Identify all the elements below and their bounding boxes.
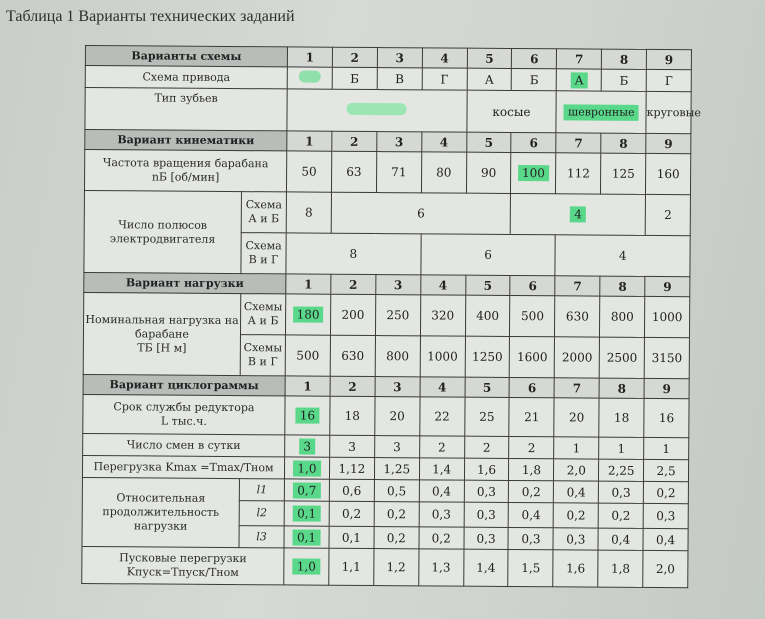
load-num: 7 — [555, 276, 600, 296]
life-cell: 25 — [464, 397, 509, 436]
l3-cell: 0,4 — [643, 528, 688, 550]
teeth-cell-highlighted — [287, 89, 467, 132]
load-num: 3 — [376, 275, 421, 295]
drive-cell-highlighted — [557, 69, 602, 91]
life-cell: 21 — [509, 397, 554, 436]
teeth-row — [85, 88, 691, 134]
load-cell: 800 — [600, 296, 645, 337]
drive-cell: Г — [646, 69, 691, 91]
life-cell: 20 — [554, 398, 599, 437]
poles-scheme-ab: Схема А и Б — [241, 192, 286, 233]
overload-cell: 1,4 — [419, 458, 464, 480]
load-cell: 1000 — [420, 336, 465, 377]
speed-cell: 112 — [556, 153, 601, 194]
life-cell: 18 — [599, 398, 644, 437]
load-unit: TБ [Н м] — [137, 340, 187, 355]
speed-cell: 160 — [646, 153, 691, 194]
speed-cell: 63 — [331, 151, 376, 192]
variants-table-wrap — [81, 45, 701, 609]
scheme-num: 7 — [557, 49, 602, 69]
load-label-text: Номинальная нагрузка на барабане — [85, 312, 239, 341]
load-num: 4 — [420, 275, 465, 295]
speed-cell: 80 — [421, 152, 466, 193]
highlighted-value: 0,1 — [293, 529, 320, 545]
start-cell: 1,4 — [463, 549, 508, 586]
speed-unit: nБ [об/мин] — [151, 170, 220, 184]
load-cell: 3150 — [644, 337, 689, 378]
highlight-blot — [347, 103, 407, 115]
load-num: 6 — [510, 275, 555, 295]
start-cell: 1,1 — [329, 548, 374, 585]
speed-cell: 50 — [286, 151, 331, 192]
load-num: 8 — [600, 276, 645, 296]
load-scheme-vg: Схемы В и Г — [240, 335, 285, 376]
load-num: 1 — [286, 274, 331, 294]
l1-cell: 0,4 — [554, 481, 599, 503]
shifts-cell: 2 — [464, 436, 509, 458]
load-header: Вариант нагрузки — [84, 272, 286, 293]
highlighted-value: 1,0 — [293, 558, 320, 574]
life-unit: L тыс.ч. — [160, 414, 207, 428]
l3-label: l3 — [239, 526, 284, 548]
overload-cell: 1,8 — [509, 458, 554, 480]
start-cell: 2,0 — [643, 550, 688, 587]
l3-cell-highlighted — [284, 526, 329, 548]
highlighted-value: 4 — [570, 206, 586, 222]
highlighted-value: 0,1 — [293, 505, 320, 521]
highlighted-value: 3 — [299, 438, 315, 454]
drive-cell: Б — [512, 68, 557, 90]
load-cell: 500 — [510, 295, 555, 336]
cyc-num: 9 — [644, 378, 689, 398]
l1-cell: 0,3 — [464, 480, 509, 502]
l1-cell: 0,5 — [374, 480, 419, 502]
start-formula: Kпуск=Tпуск/Tном — [126, 565, 239, 580]
drive-cell: Б — [601, 69, 646, 91]
kin-num: 6 — [511, 132, 556, 152]
cyc-num: 4 — [420, 377, 465, 397]
l3-cell: 0,4 — [598, 528, 643, 550]
cyclogram-header: Вариант циклограммы — [83, 374, 285, 395]
l2-cell: 0,2 — [374, 502, 419, 527]
cyc-num: 5 — [465, 377, 510, 397]
speed-cell: 90 — [466, 152, 511, 193]
load-cell: 1600 — [510, 336, 555, 377]
speed-cell: 125 — [601, 153, 646, 194]
shifts-cell: 2 — [419, 436, 464, 458]
kin-num: 8 — [601, 133, 646, 153]
life-cell: 16 — [644, 398, 689, 437]
l3-cell: 0,3 — [464, 527, 509, 549]
scheme-num: 3 — [377, 48, 422, 68]
l1-cell: 0,2 — [509, 480, 554, 502]
kin-num: 4 — [421, 132, 466, 152]
life-cell: 22 — [419, 397, 464, 436]
l3-cell: 0,3 — [553, 528, 598, 550]
speed-cell-highlighted — [511, 152, 556, 193]
drive-cell: В — [377, 68, 422, 90]
l1-label: l1 — [239, 479, 284, 501]
highlighted-value: шевронные — [564, 104, 639, 121]
poles-cell: 4 — [555, 235, 690, 277]
highlighted-value: 1,0 — [293, 460, 320, 476]
teeth-cell: круговые — [646, 91, 691, 133]
shifts-cell: 1 — [554, 437, 599, 459]
load-cell: 630 — [330, 335, 375, 376]
start-cell: 1,8 — [598, 550, 643, 587]
cyc-num: 6 — [510, 377, 555, 397]
cyc-num: 1 — [285, 376, 330, 396]
start-cell: 1,2 — [374, 549, 419, 586]
poles-cell-highlighted — [511, 193, 646, 235]
load-cell: 2500 — [599, 337, 644, 378]
overload-cell: 1,12 — [329, 457, 374, 479]
scheme-header: Варианты схемы — [85, 46, 287, 67]
load-cell: 800 — [375, 336, 420, 377]
start-cell: 1,5 — [508, 549, 553, 586]
l2-cell-highlighted — [284, 501, 329, 526]
load-num: 5 — [465, 275, 510, 295]
life-label — [83, 394, 285, 434]
drive-label: Схема привода — [85, 66, 287, 89]
l2-cell: 0,2 — [598, 503, 643, 528]
highlighted-value: 180 — [293, 306, 324, 322]
l3-cell: 0,2 — [419, 527, 464, 549]
duration-label: Относительная продолжительность нагрузки — [82, 477, 239, 547]
poles-ab-row — [84, 190, 690, 235]
scheme-num: 8 — [602, 49, 647, 69]
speed-cell: 71 — [376, 152, 421, 193]
load-ab-row — [83, 292, 689, 337]
drive-cell-highlighted — [287, 67, 332, 89]
overload-cell: 2,25 — [599, 459, 644, 481]
start-label — [82, 546, 284, 584]
kinematics-header: Вариант кинематики — [85, 130, 287, 151]
overload-cell-highlighted — [284, 457, 329, 479]
drive-cell: А — [467, 68, 512, 90]
start-cell-highlighted — [284, 548, 329, 585]
shifts-cell: 2 — [509, 436, 554, 458]
scheme-num: 2 — [332, 47, 377, 67]
kin-num: 7 — [556, 133, 601, 153]
speed-label-text: Частота вращения барабана — [102, 156, 269, 171]
l3-cell: 0,2 — [374, 527, 419, 549]
shifts-cell-highlighted — [285, 435, 330, 457]
kin-num: 3 — [377, 132, 422, 152]
teeth-cell: косые — [466, 90, 556, 133]
load-cell: 630 — [555, 296, 600, 337]
life-cell: 20 — [375, 397, 420, 436]
start-label-text: Пусковые перегрузки — [119, 551, 247, 566]
l1-cell: 0,4 — [419, 480, 464, 502]
shifts-label: Число смен в сутки — [83, 433, 285, 456]
scheme-num: 1 — [287, 47, 332, 67]
cyc-num: 8 — [599, 378, 644, 398]
life-cell: 18 — [330, 396, 375, 435]
speed-row — [84, 150, 690, 195]
scheme-num: 9 — [646, 49, 691, 69]
l2-label: l2 — [239, 501, 284, 526]
l2-cell: 0,3 — [464, 502, 509, 527]
load-label — [83, 292, 241, 375]
poles-scheme-vg: Схема В и Г — [241, 233, 286, 274]
drive-cell: Г — [422, 68, 467, 90]
overload-label: Перегрузка Kmax =Tmax/Tном — [82, 455, 284, 478]
start-cell: 1,3 — [418, 549, 463, 586]
load-cell: 320 — [420, 295, 465, 336]
teeth-label: Тип зубьев — [85, 88, 287, 131]
poles-cell: 6 — [421, 234, 556, 276]
overload-cell: 1,6 — [464, 458, 509, 480]
speed-label — [84, 150, 286, 192]
drive-cell: Б — [332, 67, 377, 89]
poles-cell: 8 — [286, 192, 331, 233]
highlighted-value: А — [570, 72, 587, 88]
shifts-cell: 3 — [330, 435, 375, 457]
poles-cell: 2 — [645, 194, 690, 235]
highlighted-value: 100 — [518, 165, 549, 181]
life-label-text: Срок службы редуктора — [113, 400, 255, 415]
life-row — [83, 394, 689, 437]
l2-cell: 0,3 — [419, 502, 464, 527]
load-num: 9 — [645, 276, 690, 296]
highlighted-value: 0,7 — [293, 482, 320, 498]
teeth-cell-highlighted — [556, 91, 646, 134]
scheme-num: 6 — [512, 48, 557, 68]
load-scheme-ab: Схемы А и Б — [240, 294, 285, 335]
l1-cell-highlighted — [284, 479, 329, 501]
shifts-cell: 1 — [599, 437, 644, 459]
l1-row — [82, 477, 688, 503]
overload-cell: 1,25 — [374, 458, 419, 480]
load-cell: 250 — [375, 295, 420, 336]
kin-num: 9 — [646, 133, 691, 153]
load-cell: 200 — [330, 294, 375, 335]
scheme-num: 4 — [422, 48, 467, 68]
life-cell-highlighted — [285, 396, 330, 435]
kin-num: 2 — [332, 131, 377, 151]
poles-label: Число полюсов электродвигателя — [84, 190, 242, 273]
cyc-num: 3 — [375, 377, 420, 397]
l2-cell: 0,4 — [509, 502, 554, 527]
load-cell: 1000 — [645, 296, 690, 337]
overload-cell: 2,0 — [554, 459, 599, 481]
load-cell: 400 — [465, 295, 510, 336]
l3-cell: 0,3 — [508, 527, 553, 549]
shifts-cell: 1 — [644, 437, 689, 459]
load-cell: 2000 — [555, 337, 600, 378]
start-row — [82, 546, 688, 587]
load-cell: 500 — [285, 335, 330, 376]
cyc-num: 7 — [554, 378, 599, 398]
load-cell-highlighted — [285, 294, 330, 335]
start-cell: 1,6 — [553, 550, 598, 587]
table-caption: Таблица 1 Варианты технических заданий — [6, 8, 295, 25]
cyc-num: 2 — [330, 376, 375, 396]
variants-table — [81, 45, 701, 588]
highlight-blot — [299, 70, 321, 82]
load-num: 2 — [331, 274, 376, 294]
poles-cell: 6 — [331, 192, 511, 234]
l3-cell: 0,1 — [329, 526, 374, 548]
overload-cell: 2,5 — [644, 459, 689, 481]
poles-cell: 8 — [286, 233, 421, 275]
load-cell: 1250 — [465, 336, 510, 377]
l1-cell: 0,2 — [643, 481, 688, 503]
l1-cell: 0,3 — [599, 481, 644, 503]
l2-cell: 0,3 — [643, 503, 688, 528]
scheme-num: 5 — [467, 48, 512, 68]
l2-cell: 0,2 — [329, 501, 374, 526]
kin-num: 5 — [466, 132, 511, 152]
l2-cell: 0,2 — [554, 503, 599, 528]
shifts-cell: 3 — [374, 436, 419, 458]
highlighted-value: 16 — [296, 407, 319, 423]
l1-cell: 0,6 — [329, 479, 374, 501]
kin-num: 1 — [287, 131, 332, 151]
